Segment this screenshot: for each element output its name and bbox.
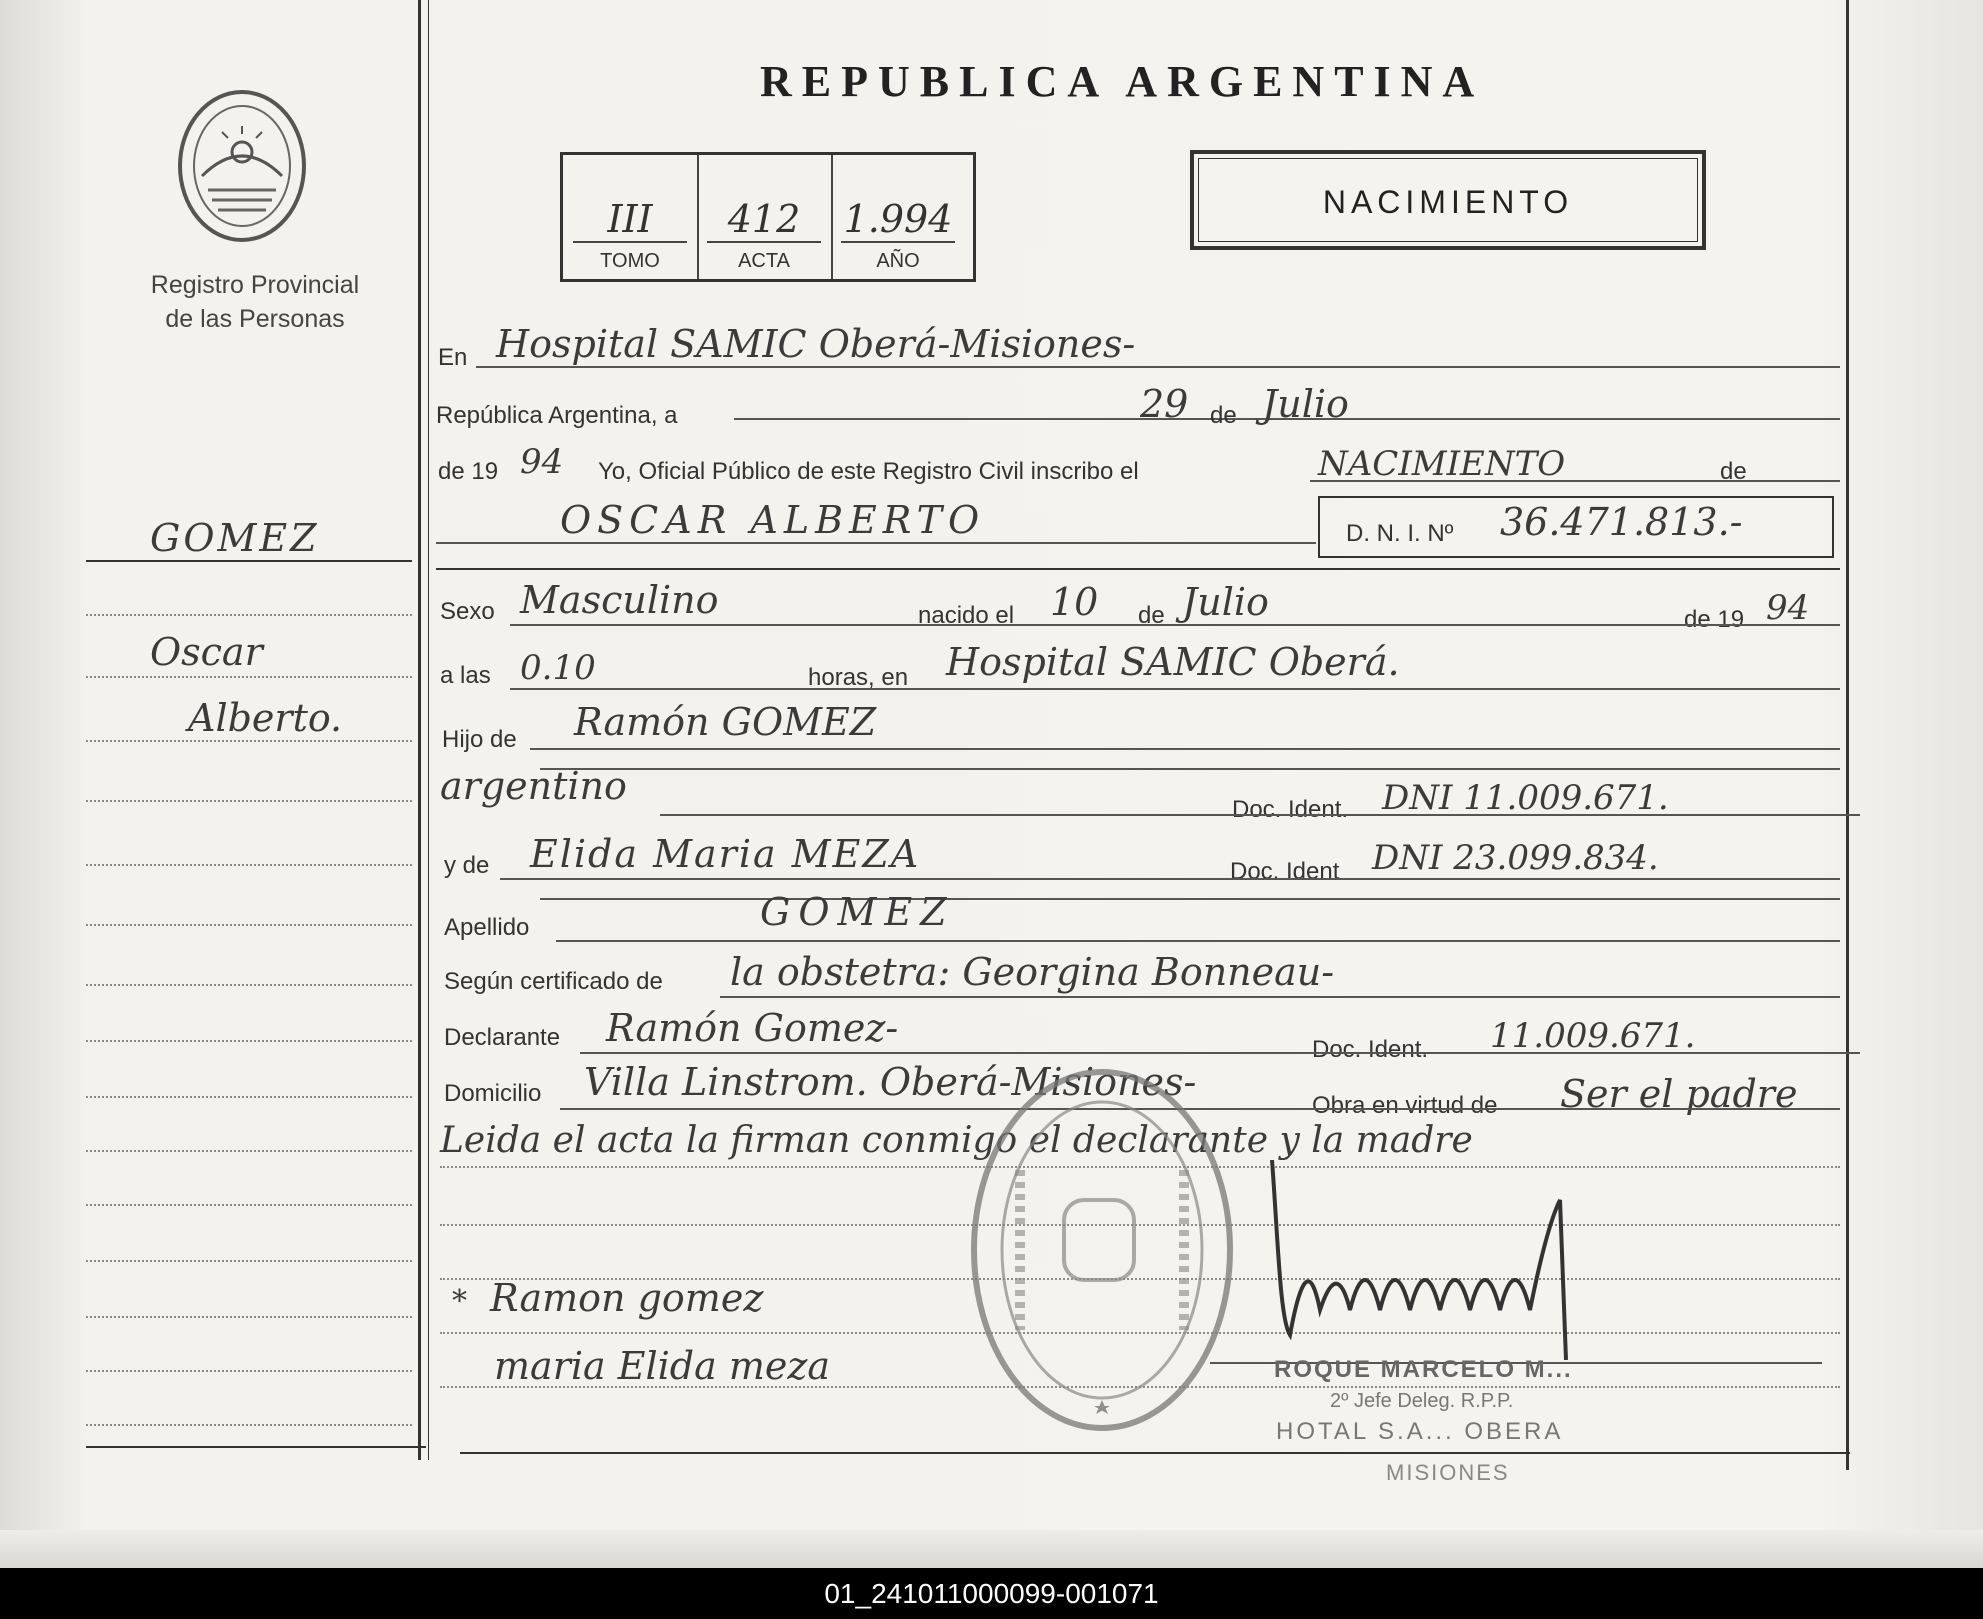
label-doc-ident2: Doc. Ident bbox=[1230, 858, 1340, 885]
entry-birth-place: Hospital SAMIC Oberá. bbox=[946, 640, 1400, 684]
entry-place: Hospital SAMIC Oberá-Misiones- bbox=[496, 322, 1136, 366]
page-edge bbox=[0, 1530, 1983, 1568]
label-domicilio: Domicilio bbox=[444, 1080, 542, 1107]
entry-declarant: Ramón Gomez- bbox=[606, 1006, 899, 1050]
image-caption: 01_241011000099-001071 bbox=[824, 1578, 1159, 1609]
acta-value: 412 bbox=[707, 197, 821, 243]
entry-day: 29 bbox=[1140, 382, 1189, 426]
entry-dni: 36.471.813.- bbox=[1500, 500, 1743, 544]
entry-mother-doc: DNI 23.099.834. bbox=[1372, 838, 1659, 878]
margin-dots bbox=[86, 614, 412, 616]
label-a-las: a las bbox=[440, 662, 491, 689]
entry-hour: 0.10 bbox=[520, 648, 596, 688]
page-title: REPUBLICA ARGENTINA bbox=[760, 57, 1485, 106]
rule bbox=[500, 878, 1840, 880]
entry-birth-year2: 94 bbox=[1766, 588, 1810, 628]
form-left-border bbox=[428, 0, 429, 1460]
margin-dots bbox=[86, 1204, 412, 1206]
label-de: de bbox=[1210, 402, 1237, 429]
label-y-de: y de bbox=[444, 852, 490, 879]
rule bbox=[720, 996, 1840, 998]
official-stamp bbox=[962, 1060, 1242, 1445]
entry-year2: 94 bbox=[520, 442, 564, 482]
signature-mother: maria Elida meza bbox=[494, 1344, 831, 1388]
margin-dots bbox=[86, 1424, 412, 1426]
entry-birth-month: Julio bbox=[1182, 580, 1269, 624]
entry-mother: Elida Maria MEZA bbox=[530, 832, 921, 876]
acta-label: ACTA bbox=[738, 250, 790, 272]
rule bbox=[580, 1052, 1860, 1054]
entry-month: Julio bbox=[1262, 382, 1349, 426]
registry-line2: de las Personas bbox=[165, 305, 345, 333]
right-frame-line bbox=[1846, 0, 1849, 1470]
entry-surname: GOMEZ bbox=[760, 890, 955, 934]
rule bbox=[530, 748, 1840, 750]
label-de-right: de bbox=[1720, 458, 1747, 485]
province-seal bbox=[172, 86, 312, 251]
label-obra: Obra en virtud de bbox=[1312, 1092, 1498, 1119]
entry-domicile: Villa Linstrom. Oberá-Misiones- bbox=[584, 1060, 1197, 1104]
margin-dots bbox=[86, 740, 412, 742]
margin-dots bbox=[86, 1370, 412, 1372]
rule bbox=[556, 940, 1840, 942]
rule bbox=[476, 366, 1840, 368]
record-type-box bbox=[1190, 150, 1706, 250]
margin-surname: GOMEZ bbox=[150, 516, 320, 560]
label-de-mid: de bbox=[1138, 602, 1165, 629]
official-title: 2º Jefe Deleg. R.P.P. bbox=[1330, 1390, 1514, 1412]
margin-bottom-line bbox=[86, 1446, 426, 1448]
anio-cell bbox=[831, 155, 965, 279]
label-nacido: nacido el bbox=[918, 602, 1015, 629]
rule bbox=[510, 624, 1840, 626]
label-hijo: Hijo de bbox=[442, 726, 517, 753]
rule bbox=[660, 814, 1860, 816]
tomo-cell bbox=[563, 155, 699, 279]
official-office: HOTAL S.A... OBERA bbox=[1276, 1418, 1564, 1445]
label-en: En bbox=[438, 344, 468, 371]
left-column-divider bbox=[418, 0, 421, 1460]
entry-birth-day: 10 bbox=[1050, 580, 1099, 624]
official-signature bbox=[1270, 1160, 1690, 1365]
label-dni: D. N. I. Nº bbox=[1346, 520, 1454, 547]
margin-given2: Alberto. bbox=[188, 696, 343, 740]
margin-line bbox=[86, 560, 412, 562]
margin-dots bbox=[86, 1316, 412, 1318]
form-bottom-line bbox=[460, 1452, 1850, 1454]
book-reference-box bbox=[560, 152, 976, 282]
label-declarante: Declarante bbox=[444, 1024, 561, 1051]
registry-line1: Registro Provincial bbox=[150, 271, 360, 299]
entry-inscribe: NACIMIENTO bbox=[1318, 444, 1566, 484]
official-name: ROQUE MARCELO M... bbox=[1274, 1356, 1573, 1383]
rule bbox=[540, 768, 1840, 770]
signature-father: Ramon gomez bbox=[490, 1276, 764, 1320]
entry-sex: Masculino bbox=[520, 578, 719, 622]
official-province: MISIONES bbox=[1386, 1460, 1510, 1485]
label-doc-ident3: Doc. Ident. bbox=[1312, 1036, 1429, 1063]
entry-declarant-doc: 11.009.671. bbox=[1490, 1016, 1696, 1056]
rule bbox=[540, 898, 1840, 900]
signature-mark: * bbox=[452, 1284, 467, 1319]
label-segun: Según certificado de bbox=[444, 968, 663, 995]
rule bbox=[1310, 480, 1840, 482]
label-republica: República Argentina, a bbox=[436, 402, 678, 429]
entry-reading: Leida el acta la firman conmigo el declarante y la madre bbox=[440, 1120, 1473, 1161]
margin-dots bbox=[86, 676, 412, 678]
entry-certificate: la obstetra: Georgina Bonneau- bbox=[730, 950, 1335, 994]
rule bbox=[436, 542, 1316, 544]
margin-dots bbox=[86, 864, 412, 866]
margin-dots bbox=[86, 1150, 412, 1152]
tomo-label: TOMO bbox=[600, 250, 660, 272]
tomo-value: III bbox=[573, 197, 687, 243]
acta-cell bbox=[697, 155, 833, 279]
record-type: NACIMIENTO bbox=[1322, 184, 1574, 220]
section-line bbox=[436, 568, 1840, 570]
entry-father-doc: DNI 11.009.671. bbox=[1382, 778, 1669, 818]
label-de19: de 19 bbox=[438, 458, 499, 485]
registry-label bbox=[110, 268, 400, 336]
entry-names: OSCAR ALBERTO bbox=[560, 498, 986, 542]
label-doc-ident1: Doc. Ident. bbox=[1232, 796, 1349, 823]
anio-label: AÑO bbox=[876, 250, 920, 272]
entry-reason: Ser el padre bbox=[1560, 1072, 1798, 1116]
label-apellido: Apellido bbox=[444, 914, 530, 941]
margin-dots bbox=[86, 924, 412, 926]
margin-dots bbox=[86, 1040, 412, 1042]
label-horas: horas, en bbox=[808, 664, 909, 691]
label-de19-right: de 19 bbox=[1684, 606, 1745, 633]
rule bbox=[510, 688, 1840, 690]
anio-value: 1.994 bbox=[841, 197, 955, 243]
entry-father: Ramón GOMEZ bbox=[574, 700, 877, 744]
margin-dots bbox=[86, 800, 412, 802]
margin-dots bbox=[86, 1260, 412, 1262]
label-sexo: Sexo bbox=[440, 598, 495, 625]
margin-dots bbox=[86, 1096, 412, 1098]
label-yo: Yo, Oficial Público de este Registro Civil inscribo el bbox=[598, 458, 1139, 485]
margin-given1: Oscar bbox=[150, 630, 263, 674]
margin-dots bbox=[86, 984, 412, 986]
entry-father-nationality: argentino bbox=[440, 764, 627, 808]
